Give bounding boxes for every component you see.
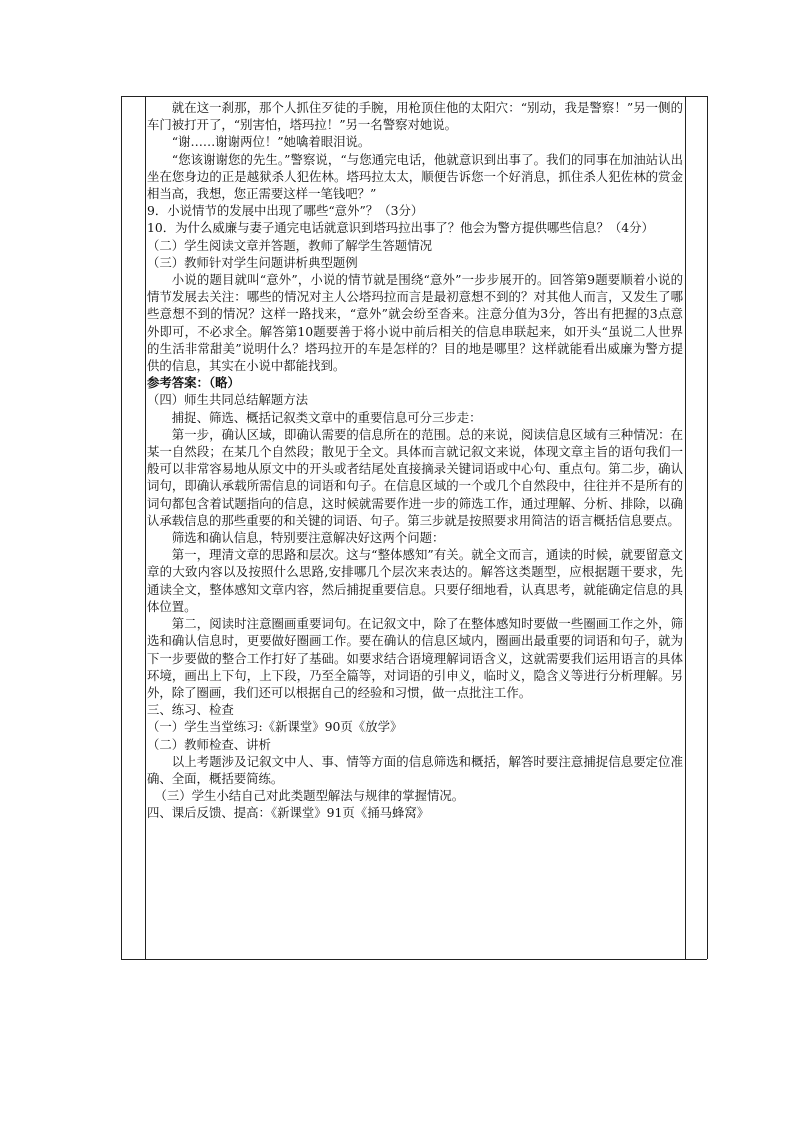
paragraph: （三）教师针对学生问题讲析典型题例	[147, 254, 358, 270]
paragraph: 第一，理清文章的思路和层次。这与“整体感知”有关。就全文而言，通读的时候，就要留意文章的大致内容以及按照什么思路,安排哪几个层次来表达的。解答这类题型，应根据题干要求，先通读全文，整体感知文章内容，然后捕捉重要信息。只要仔细地看，认真思考，就能确定信息的具体位置。	[147, 547, 683, 614]
paragraph: （二）教师检查、讲析	[147, 736, 271, 752]
paragraph: 参考答案：（略）	[147, 375, 240, 391]
paragraph: 就在这一刹那，那个人抓住歹徒的手腕，用枪顶住他的太阳穴：“别动，我是警察！”另一侧的车门被打开了，“别害怕，塔玛拉！”另一名警察对她说。	[147, 100, 683, 133]
paragraph: “您该谢谢您的先生。”警察说，“与您通完电话，他就意识到出事了。我们的同事在加油站认出坐在您身边的正是越狱杀人犯佐林。塔玛拉太太，顺便告诉您一个好消息，抓住杀人犯佐林的赏金相当高，我想，您正需要这样一笔钱吧？”	[147, 151, 683, 202]
table-top-border	[121, 96, 707, 97]
paragraph: 以上考题涉及记叙文中人、事、情等方面的信息筛选和概括，解答时要注意捕捉信息要定位准确、全面，概括要简练。	[147, 753, 683, 786]
paragraph: （四）师生共同总结解题方法	[147, 392, 309, 408]
paragraph: （三）学生小结自己对此类题型解法与规律的掌握情况。	[154, 788, 465, 804]
paragraph: （一）学生当堂练习:《新课堂》90页《放学》	[147, 719, 403, 735]
table-column-divider-right	[685, 96, 686, 959]
paragraph: 四、课后反馈、提高：《新课堂》91页《捅马蜂窝》	[147, 805, 430, 821]
paragraph: （二）学生阅读文章并答题，教师了解学生答题情况	[147, 237, 432, 253]
paragraph: 9．小说情节的发展中出现了哪些“意外”？（3分）	[147, 203, 424, 219]
paragraph: 10．为什么威廉与妻子通完电话就意识到塔玛拉出事了？他会为警方提供哪些信息？（4分）	[147, 220, 654, 236]
table-left-border	[121, 96, 122, 959]
paragraph: 三、练习、检查	[147, 702, 234, 718]
table-right-border	[707, 96, 708, 959]
table-column-divider-left	[145, 96, 146, 959]
paragraph: “谢……谢谢两位！”她噙着眼泪说。	[171, 134, 371, 150]
document-body	[147, 99, 683, 822]
paragraph: 捕捉、筛选、概括记叙类文章中的重要信息可分三步走：	[171, 409, 482, 425]
paragraph: 小说的题目就叫“意外”，小说的情节就是围绕“意外”一步步展开的。回答第9题要顺着小说的情节发展去关注：哪些的情况对主人公塔玛拉而言是最初意想不到的？对其他人而言，又发生了哪些意想不到的情况？这样一路找来，“意外”就会纷至沓来。注意分值为3分，答出有把握的3点意外即可，不必求全。解答第10题要善于将小说中前后相关的信息串联起来，如开头“虽说二人世界的生活非常甜美”说明什么？塔玛拉开的车是怎样的？目的地是哪里？这样就能看出威廉为警方提供的信息，其实在小说中都能找到。	[147, 272, 683, 374]
paragraph: 第一步，确认区域，即确认需要的信息所在的范围。总的来说，阅读信息区域有三种情况：在某一自然段；在某几个自然段；散见于全文。具体而言就记叙文来说，体现文章主旨的语句我们一般可以非常容易地从原文中的开头或者结尾处直接摘录关键词语或中心句、重点句。第二步，确认词句，即确认承载所需信息的词语和句子。在信息区域的一个或几个自然段中，往往并不是所有的词句都包含着试题指向的信息，这时候就需要作进一步的筛选工作，通过理解、分析、排除，以确认承载信息的那些重要的和关键的词语、句子。第三步就是按照要求用简洁的语言概括信息要点。	[147, 426, 683, 528]
paragraph: 第二，阅读时注意圈画重要词句。在记叙文中，除了在整体感知时要做一些圈画工作之外，筛选和确认信息时，更要做好圈画工作。要在确认的信息区域内，圈画出最重要的词语和句子，就为下一步要做的整合工作打好了基础。如要求结合语境理解词语含义，这就需要我们运用语言的具体环境，画出上下句，上下段，乃至全篇等，对词语的引申义，临时义，隐含义等进行分析理解。另外，除了圈画，我们还可以根据自己的经验和习惯，做一点批注工作。	[147, 616, 683, 700]
table-bottom-border	[121, 959, 707, 960]
paragraph: 筛选和确认信息，特别要注意解决好这两个问题：	[171, 530, 445, 546]
